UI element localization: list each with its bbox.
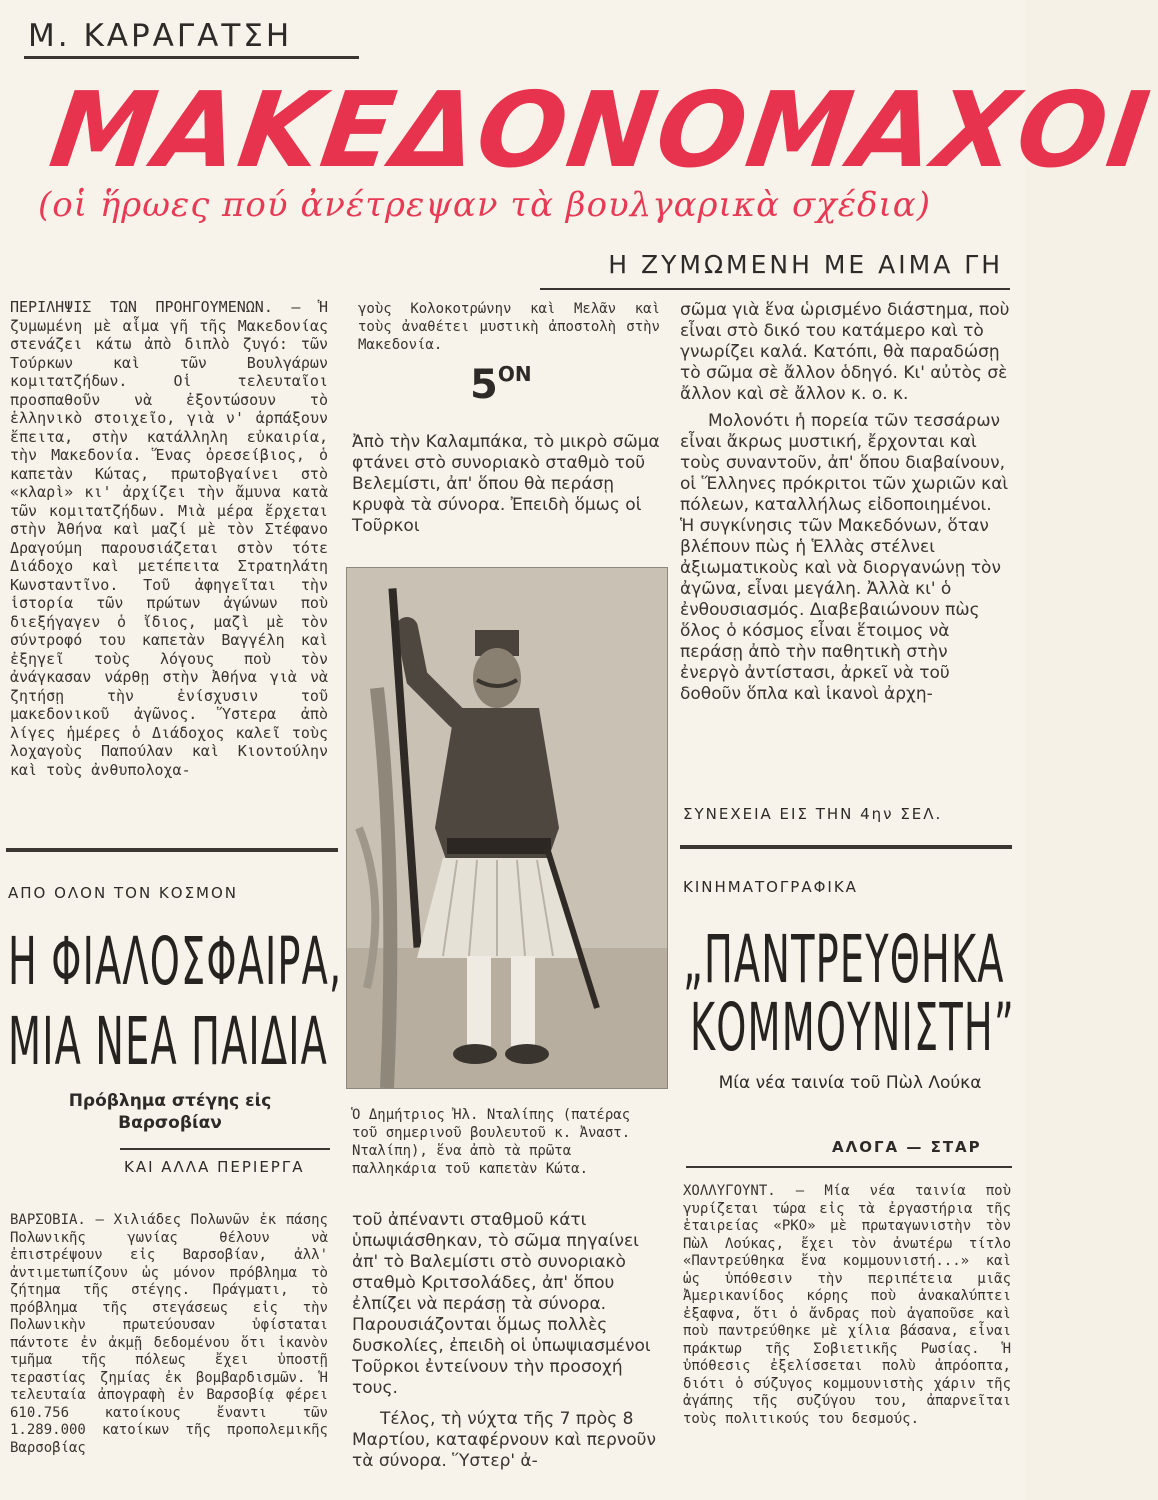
article-middle-paragraph-2: Τέλος, τὴ νύχτα τῆς 7 πρὸς 8 Μαρτίου, καταφέρνουν καὶ περνοῦν τὰ σύνορα. Ὕστερ' ἀ- <box>352 1409 657 1471</box>
left-story-kicker: ΑΠΟ ΟΛΟΝ ΤΟΝ ΚΟΣΜΟΝ <box>8 884 239 902</box>
right-story-headline-1: „ΠΑΝΤΡΕΥΘΗΚΑ <box>683 921 1005 998</box>
article-intro: Ἀπὸ τὴν Καλαμπάκα, τὸ μικρὸ σῶμα φτάνει στὸ συνοριακὸ σταθμὸ τοῦ Βελεμίστι, ἀπ' ὅπου θὰ περάσῃ κρυφὰ τὰ σύνορα. Ἐπειδὴ ὅμως οἱ Τοῦρκοι <box>352 432 660 536</box>
episode-number <box>470 362 532 408</box>
right-story-subhead: Μία νέα ταινία τοῦ Πὼλ Λούκα <box>718 1073 982 1093</box>
episode-suffix: ΟΝ <box>497 362 532 386</box>
left-story-subkicker: ΚΑΙ ΑΛΛΑ ΠΕΡΙΕΡΓΑ <box>124 1158 305 1176</box>
article-right-paragraph-2: Μολονότι ἡ πορεία τῶν τεσσάρων εἶναι ἄκρως μυστική, ἔρχονται καὶ τοὺς συναντοῦν, ἀπ' ὅπου διαβαίνουν, οἱ Ἕλληνες πρόκριτοι τῶν χωριῶν καὶ πόλεων, καταλλήλως εἰδοποιημένοι. Ἡ συγκίνησις τῶν Μακεδόνων, ὅταν βλέπουν πὼς ἡ Ἑλλὰς στέλνει ἀξιωματικοὺς καὶ νὰ διοργανώνῃ τὸν ἀγῶνα, εἶναι μεγάλη. Ἀλλὰ κι' ὁ ἐνθουσιασμός. Διαβεβαιώνουν πὼς ὅλος ὁ κόσμος εἶναι ἕτοιμος νὰ περάσῃ ἀπὸ τὴν παθητικὴ στὴν ἐνεργὸ ἀντίστασι, ἀρκεῖ νὰ τοῦ δοθοῦν ὅπλα καὶ ἱκανοὶ ἀρχη- <box>680 411 1009 704</box>
article-middle-paragraph-1: τοῦ ἀπέναντι σταθμοῦ κάτι ὑπωψιάσθηκαν, τὸ σῶμα πηγαίνει ἀπ' τὸ Βαλεμίστι στὸ συνοριακὸ σταθμὸ Κριτσολάδες, ἀπ' ὅπου ἐλπίζει νὰ περάσῃ τὰ σύνορα. Παρουσιάζονται ὅμως πολλὲς δυσκολίες, ἐπειδὴ οἱ ὑπωψιασμένοι Τοῦρκοι ἐντείνουν τὴν προσοχή τους. <box>352 1210 651 1398</box>
right-story-body: ΧΟΛΛΥΓΟΥΝΤ. — Μία νέα ταινία ποὺ γυρίζεται τώρα εἰς τὰ ἐργαστήρια τῆς ἑταιρείας «ΡΚΟ» μὲ πρωταγωνιστὴν τὸν Πὼλ Λούκας, ἔχει τὸν ἀνωτέρω τίτλο «Παντρεύθηκα ἕνα κομμουνιστή...» καὶ ὡς ὑπόθεσιν τὴν περιπέτεια μιᾶς Ἀμερικανίδος κόρης ποὺ ἀνακαλύπτει ἐξαφνα, ὅτι ὁ ἄνδρας ποὺ ἀγαποῦσε καὶ ποὺ παντρεύθηκε μὲ χίλια βάσανα, εἶναι πράκτωρ τῆς Σοβιετικῆς Ρωσίας. Ἡ ὑπόθεσις ἐξελίσσεται πολὺ ἀπρόοπτα, διότι ὁ σύζυγος κομμουνιστὴς χάριν τῆς ἀγάπης τῆς συζύγου του, ἀπαρνεῖται τοὺς πολιτικούς του δεσμούς. <box>683 1183 1011 1427</box>
section-heading: Η ΖΥΜΩΜΕΝΗ ΜΕ ΑΙΜΑ ΓΗ <box>608 250 1003 279</box>
left-story-body: ΒΑΡΣΟΒΙΑ. — Χιλιάδες Πολωνῶν ἐκ πάσης Πολωνικῆς γωνίας θέλουν νὰ ἐπιστρέψουν εἰς Βαρσοβίαν, ἀλλ' ἀντιμετωπίζουν ὡς μόνον πρόβλημα τὸ ζήτημα τῆς στέγης. Πράγματι, τὸ πρόβλημα τῆς στεγάσεως εἰς τὴν Πολωνικὴν πρωτεύουσαν ὑφίσταται πάντοτε ἐν ἀκμῇ δεδομένου ὅτι ἱκανὸν τμῆμα τῆς πόλεως ἔχει ὑποστῇ τεραστίας ζημίας ἐκ βομβαρδισμῶν. Ἡ τελευταία ἀπογραφὴ ἐν Βαρσοβίᾳ φέρει 610.756 κατοίκους ἔναντι τῶν 1.289.000 κατοίκων τῆς προπολεμικῆς Βαρσοβίας <box>10 1212 328 1456</box>
article-summary: ΠΕΡΙΛΗΨΙΣ ΤΩΝ ΠΡΟΗΓΟΥΜΕΝΩΝ. — Ἡ ζυμωμένη μὲ αἷμα γῆ τῆς Μακεδονίας στενάζει κάτω ἀπὸ διπλὸ ζυγό: τῶν Τούρκων καὶ τῶν Βουλγάρων κομιτατζήδων. Οἱ τελευταῖοι προσπαθοῦν νὰ ἐξοντώσουν τὸ ἑλληνικὸ στοιχεῖο, γιὰ ν' ἁρπάξουν ἔπειτα, στὴν κατάλληλη εὐκαιρία, τὴν Μακεδονία. Ἕνας ὀρεσείβιος, ὁ καπετὰν Κώτας, πρωτοβγαίνει στὸ «κλαρὶ» κι' ἀρχίζει τὴν ἄμυνα κατὰ τῶν κομιτατζήδων. Μιὰ μέρα ἔρχεται στὴν Ἀθήνα καὶ μαζί μὲ τὸν Στέφανο Δραγούμη παρουσιάζεται στὸν τότε Διάδοχο καὶ μετέπειτα Στρατηλάτη Κωνσταντῖνο. Τοῦ ἀφηγεῖται τὴν ἱστορία τῶν πρώτων ἀγώνων ποὺ διεξήγαγεν ὁ ἴδιος, μαζὶ μὲ τὸν σύντροφό του καπετὰν Βαγγέλη καὶ ἐξηγεῖ τοὺς λόγους ποὺ τὸν ἀνάγκασαν νάρθῃ στὴν Ἀθήνα γιὰ νὰ ζητήσῃ τὴν ἐνίσχυσιν τοῦ μακεδονικοῦ ἀγῶνος. Ὕστερα ἀπὸ λίγες ἡμέρες ὁ Διάδοχος καλεῖ τοὺς λοχαγοὺς Παπούλαν καὶ Κιοντούλην καὶ τοὺς ἀνθυπολοχα- <box>10 298 328 779</box>
portrait-photo <box>346 567 668 1089</box>
section-underline <box>540 288 1010 290</box>
left-story-headline-1: Η ΦΙΑΛΟΣΦΑΙΡΑ, <box>8 923 343 1000</box>
right-story-subkicker: ΑΛΟΓΑ — ΣΤΑΡ <box>832 1138 982 1156</box>
soldier-portrait-image <box>347 568 667 1088</box>
left-story-top-rule <box>6 848 338 852</box>
continued-note: ΣΥΝΕΧΕΙΑ ΕΙΣ ΤΗΝ 4ην ΣΕΛ. <box>683 805 943 823</box>
article-right-column <box>680 300 1010 705</box>
author-byline: Μ. ΚΑΡΑΓΑΤΣΗ <box>28 18 293 54</box>
article-summary-continued: γοὺς Κολοκοτρώνην καὶ Μελᾶν καὶ τοὺς ἀναθέτει μυστικὴ ἀποστολὴ στὴν Μακεδονία. <box>358 301 660 353</box>
left-story-subhead-rule <box>120 1148 330 1150</box>
photo-caption: Ὁ Δημήτριος Ἠλ. Νταλίπης (πατέρας τοῦ σημερινοῦ βουλευτοῦ κ. Ἀναστ. Νταλίπη), ἕνα ἀπὸ τὰ πρῶτα παλληκάρια τοῦ καπετὰν Κώτα. <box>352 1107 631 1177</box>
episode-digit: 5 <box>470 362 498 408</box>
main-title: ΜΑΚΕΔΟΝΟΜΑΧΟΙ <box>43 69 1158 191</box>
left-story-subhead: Πρόβλημα στέγης εἰς Βαρσοβίαν <box>68 1091 272 1133</box>
byline-underline <box>24 56 359 59</box>
article-right-paragraph-1: σῶμα γιὰ ἕνα ὡρισμένο διάστημα, ποὺ εἶναι στὸ δικό του κατάμερο καὶ τὸ γνωρίζει καλά. Κατόπι, θὰ παραδώσῃ τὸ σῶμα σὲ ἄλλον ὁδηγό. Κι' αὐτὸς σὲ ἄλλον καὶ σὲ ἄλλον κ. ο. κ. <box>680 300 1010 404</box>
right-story-subhead-rule <box>686 1166 1012 1168</box>
left-story-headline-2: ΜΙΑ ΝΕΑ ΠΑΙΔΙΑ <box>8 1003 329 1080</box>
main-subtitle: (οἱ ἥρωες πού ἀνέτρεψαν τὰ βουλγαρικὰ σχέδια) <box>38 185 932 225</box>
right-story-kicker: ΚΙΝΗΜΑΤΟΓΡΑΦΙΚΑ <box>683 878 858 896</box>
right-story-top-rule <box>680 845 1012 849</box>
article-middle-bottom <box>352 1210 664 1472</box>
right-story-headline-2: ΚΟΜΜΟΥΝΙΣΤΗ” <box>690 989 1015 1066</box>
